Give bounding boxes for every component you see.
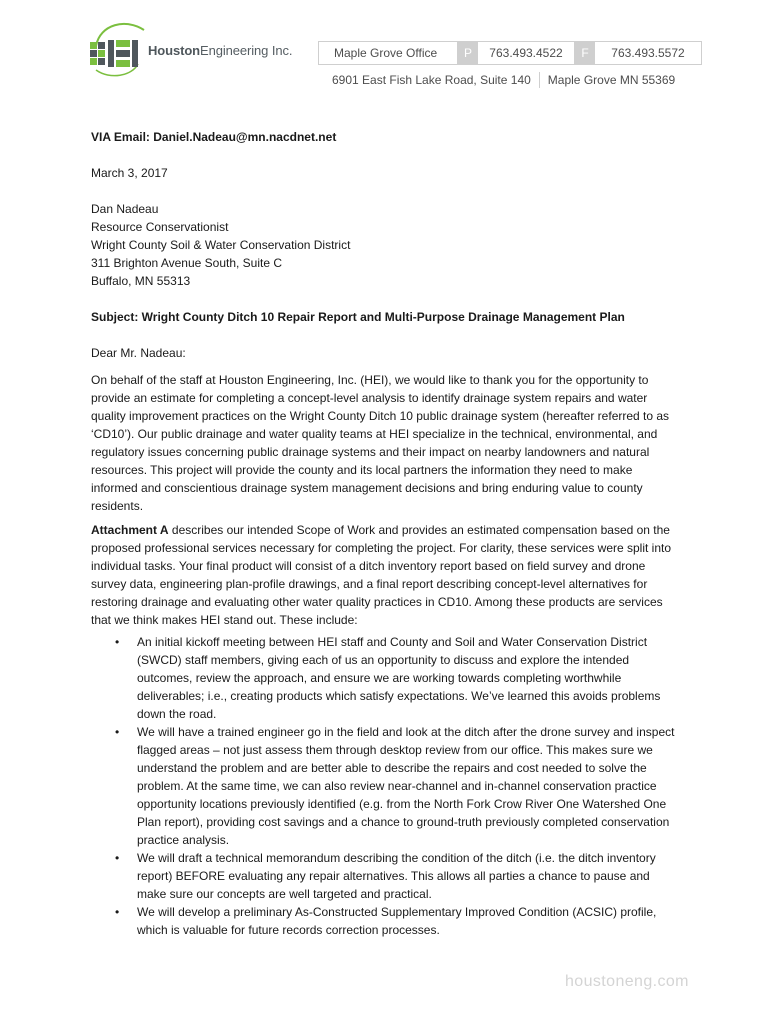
fax-label: F xyxy=(575,42,595,64)
list-item xyxy=(91,723,701,849)
text-line: individual tasks. Your final product will consist of a ditch inventory report based on field survey and drone xyxy=(91,559,646,573)
bullet-icon: • xyxy=(115,905,120,919)
city-address: Maple Grove MN 55369 xyxy=(547,73,676,87)
text-line: problem. At the same time, we can also review near-channel and in-channel conservation practice xyxy=(137,779,657,793)
bullet-icon: • xyxy=(115,635,120,649)
text-line: opportunity locations previously identified (e.g. from the North Fork Crow River One Watershed One xyxy=(137,797,667,811)
text-line: survey data, engineering plan-profile drawings, and a final report describing concept-level alternatives for xyxy=(91,577,648,591)
office-address xyxy=(332,73,675,88)
phone-number: 763.493.4522 xyxy=(478,42,575,64)
fax-number: 763.493.5572 xyxy=(611,46,685,60)
text-line: (SWCD) staff members, giving each of us an opportunity to discuss and explore the intended xyxy=(137,653,630,667)
list-item xyxy=(91,903,701,939)
office-name: Maple Grove Office xyxy=(319,42,458,64)
salutation: Dear Mr. Nadeau: xyxy=(91,346,186,360)
letter-date: March 3, 2017 xyxy=(91,166,168,180)
text-line: proposed professional services necessary for completing the project. For clarity, these services were split into xyxy=(91,541,672,555)
recipient-city: Buffalo, MN 55313 xyxy=(91,274,191,288)
text-line: report) BEFORE evaluating any repair alternatives. This allows all parties a chance to pause and xyxy=(137,869,650,883)
list-item xyxy=(91,849,701,903)
logo-mark-icon xyxy=(86,16,148,82)
recipient-title: Resource Conservationist xyxy=(91,220,229,234)
subject-line: Subject: Wright County Ditch 10 Repair Report and Multi-Purpose Drainage Management Plan xyxy=(91,310,625,324)
text-line: provide an estimate for completing a concept-level analysis to identify drainage system repairs and water xyxy=(91,391,648,405)
recipient-block xyxy=(91,200,701,290)
via-email-line: VIA Email: Daniel.Nadeau@mn.nacdnet.net xyxy=(91,130,337,144)
text-line: An initial kickoff meeting between HEI staff and County and Soil and Water Conservation District xyxy=(137,635,648,649)
letter-body xyxy=(91,128,701,939)
list-item xyxy=(91,633,701,723)
text-line: Plan report), providing cost savings and a chance to ground-truth previously completed conservation xyxy=(137,815,670,829)
text-line: outcomes, review the approach, and ensure we are working towards completing worthwhile xyxy=(137,671,622,685)
bullet-icon: • xyxy=(115,725,120,739)
paragraph-attachment xyxy=(91,521,701,629)
text-line: informed and conscientious drainage system management decisions and bring enduring value to county xyxy=(91,481,643,495)
address-divider xyxy=(539,72,540,88)
text-line: We will have a trained engineer go in the field and look at the ditch after the drone survey and inspect xyxy=(137,725,675,739)
text-line: Attachment A describes our intended Scope of Work and provides an estimated compensation based on the xyxy=(91,523,670,537)
text-line: down the road. xyxy=(137,707,217,721)
text-line: make sure our concepts are well targeted and practical. xyxy=(137,887,432,901)
phone-label: P xyxy=(458,42,478,64)
recipient-organization: Wright County Soil & Water Conservation District xyxy=(91,238,351,252)
footer-website: houstoneng.com xyxy=(565,973,689,990)
text-line: that we think makes HEI stand out. These include: xyxy=(91,613,358,627)
contact-bar xyxy=(318,41,702,65)
recipient-street: 311 Brighton Avenue South, Suite C xyxy=(91,256,283,270)
text-line: We will develop a preliminary As-Constructed Supplementary Improved Condition (ACSIC) profile, xyxy=(137,905,657,919)
text-line: deliverables; i.e., creating products which satisfy expectations. We’ve learned this avoids problems xyxy=(137,689,661,703)
text-line: practice analysis. xyxy=(137,833,230,847)
text-line: flagged areas – not just assess them through desktop review from our office. This makes sure we xyxy=(137,743,653,757)
text-line: quality improvement practices on the Wright County Ditch 10 public drainage system (hereafter referred to as xyxy=(91,409,670,423)
company-name: HoustonEngineering Inc. xyxy=(148,43,293,58)
attachment-reference: Attachment A xyxy=(91,523,169,537)
company-logo xyxy=(86,16,301,82)
text-line: On behalf of the staff at Houston Engineering, Inc. (HEI), we would like to thank you for the opportunity to xyxy=(91,373,649,387)
text-line: We will draft a technical memorandum describing the condition of the ditch (i.e. the ditch inventory xyxy=(137,851,656,865)
bullet-icon: • xyxy=(115,851,120,865)
text-line: ‘CD10’). Our public drainage and water quality teams at HEI specialize in the technical, environmental, and xyxy=(91,427,658,441)
paragraph-intro xyxy=(91,371,701,515)
text-line: regulatory issues concerning public drainage systems and their impact on nearby landowners and natural xyxy=(91,445,650,459)
services-list xyxy=(91,633,701,939)
text-line: understand the problem and are better able to describe the repairs and cost needed to solve the xyxy=(137,761,647,775)
text-line: restoring drainage and evaluating other water quality practices in CD10. Among these products are services xyxy=(91,595,663,609)
street-address: 6901 East Fish Lake Road, Suite 140 xyxy=(332,73,531,87)
recipient-name: Dan Nadeau xyxy=(91,202,159,216)
text-line: which is valuable for future records correction processes. xyxy=(137,923,440,937)
text-line: resources. This project will provide the county and its local partners the information they need to make xyxy=(91,463,633,477)
text-line: residents. xyxy=(91,499,144,513)
